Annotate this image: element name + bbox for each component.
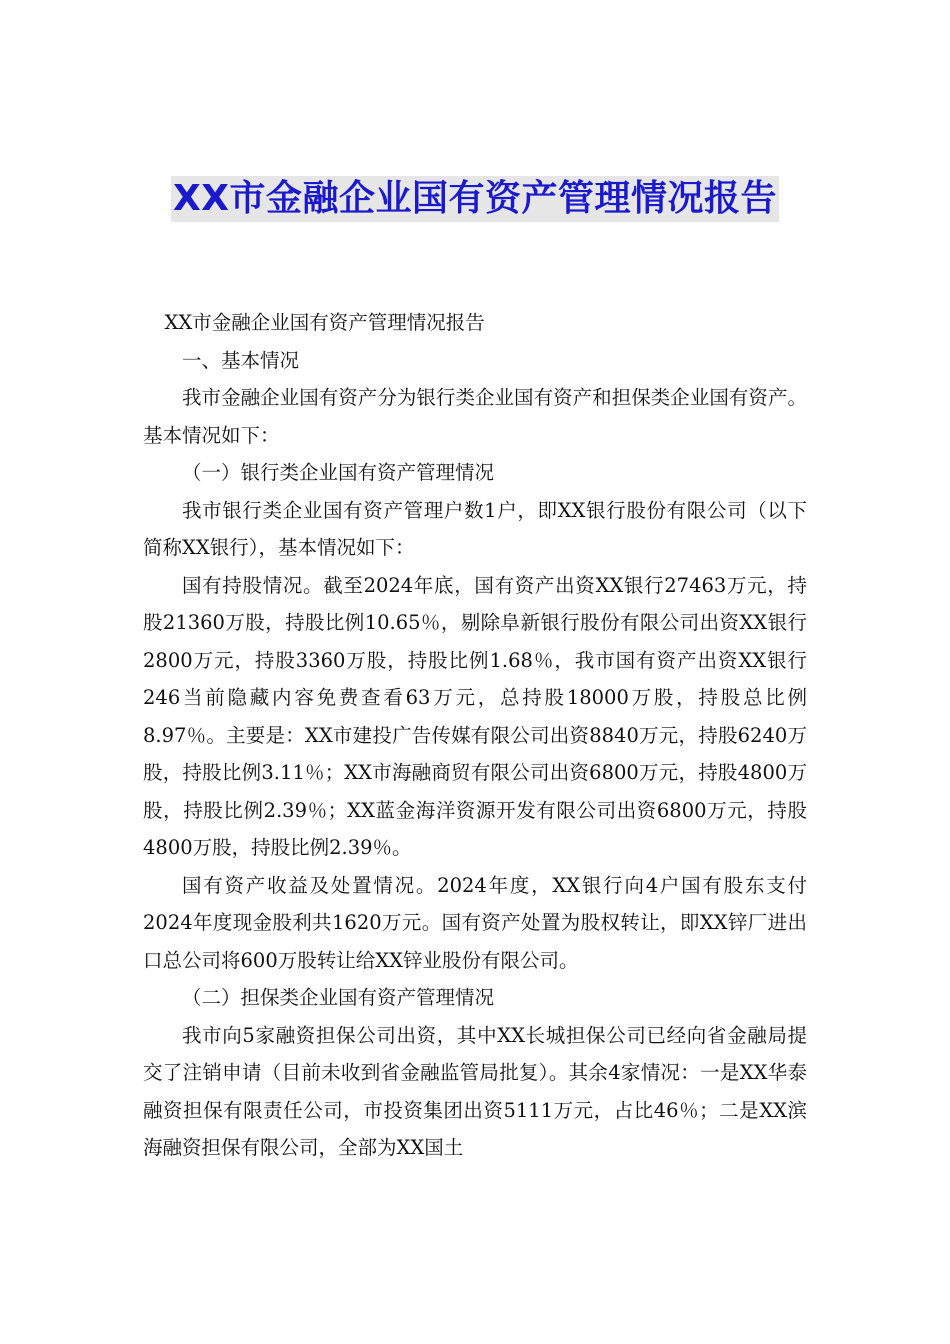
section-heading-basic: 一、基本情况 (182, 348, 300, 372)
body-heading: XX市金融企业国有资产管理情况报告 (164, 311, 485, 334)
paragraph-bank-overview: 我市银行类企业国有资产管理户数1户，即XX银行股份有限公司（以下简称XX银行），基本情况如下： (143, 498, 807, 559)
subsection-heading-bank: （一）银行类企业国有资产管理情况 (182, 461, 495, 484)
paragraph-intro: 我市金融企业国有资产分为银行类企业国有资产和担保类企业国有资产。基本情况如下： (143, 386, 807, 447)
subsection-heading-guarantee: （二）担保类企业国有资产管理情况 (182, 986, 495, 1009)
paragraph-guarantee: 我市向5家融资担保公司出资，其中XX长城担保公司已经向省金融局提交了注销申请（目前未收到省金融监管局批复）。其余4家情况：一是XX华泰融资担保有限责任公司，市投资集团出资5111万元，占比46％；二是XX滨海融资担保有限公司，全部为XX国土 (143, 1023, 807, 1159)
document-body (143, 304, 807, 1167)
paragraph-shareholding: 国有持股情况。截至2024年底，国有资产出资XX银行27463万元，持股21360万股，持股比例10.65％，剔除阜新银行股份有限公司出资XX银行2800万元，持股3360万股，持股比例1.68％，我市国有资产出资XX银行246当前隐藏内容免费查看63万元，总持股18000万股，持股总比例8.97％。主要是：XX市建投广告传媒有限公司出资8840万元，持股6240万股，持股比例3.11％；XX市海融商贸有限公司出资6800万元，持股4800万股，持股比例2.39％；XX蓝金海洋资源开发有限公司出资6800万元，持股4800万股，持股比例2.39％。 (143, 573, 807, 859)
paragraph-income-disposal: 国有资产收益及处置情况。2024年度，XX银行向4户国有股东支付2024年度现金股利共1620万元。国有资产处置为股权转让，即XX锌厂进出口总公司将600万股转让给XX锌业股份有限公司。 (143, 873, 807, 972)
title-wrap (0, 176, 950, 222)
document-title: XX市金融企业国有资产管理情况报告 (171, 176, 779, 222)
